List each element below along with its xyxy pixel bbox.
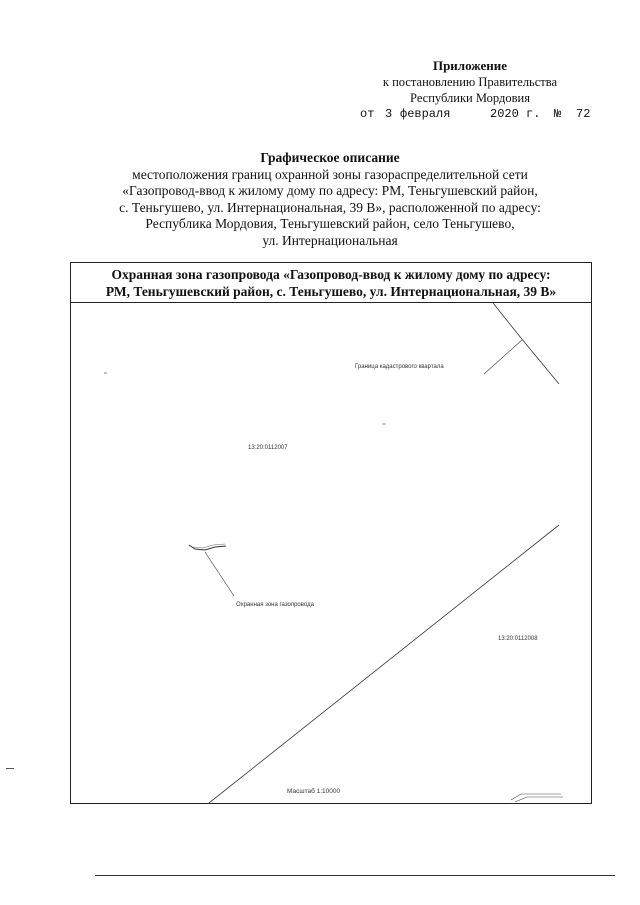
bottom-rule <box>95 875 615 876</box>
description-heading: Графическое описание <box>260 150 400 165</box>
description-line-4: Республика Мордовия, Теньгушевский район, село Теньгушево, <box>145 216 515 231</box>
appendix-title: Приложение <box>432 58 508 73</box>
zone-leader-line <box>205 552 234 596</box>
map-title-line-1: Охранная зона газопровода «Газопровод-ввод к жилому дому по адресу: <box>111 267 551 282</box>
description-line-5: ул. Интернациональная <box>262 232 398 248</box>
date-month: февраля <box>400 107 451 121</box>
map-frame <box>70 262 592 804</box>
number-value: 72 <box>576 107 591 121</box>
boundary-leader-line <box>484 340 522 374</box>
protection-zone-outline <box>189 545 226 550</box>
appendix-dateline <box>340 106 600 124</box>
bottom-right-line <box>515 797 563 802</box>
map-drawing <box>71 263 591 803</box>
map-title-line-2: РМ, Теньгушевский район, с. Теньгушево, ул. Интернациональная, 39 В» <box>105 284 557 299</box>
appendix-line-1: к постановлению Правительства <box>382 75 558 89</box>
diagonal-boundary-line <box>209 525 559 803</box>
protection-zone-inner <box>193 544 225 548</box>
scale-label: Масштаб 1:10000 <box>287 788 341 795</box>
date-day: 3 <box>385 107 393 121</box>
zone-label: Охранная зона газопровода <box>236 602 314 608</box>
margin-tick <box>6 768 14 769</box>
boundary-label: Граница кадастрового квартала <box>355 364 444 370</box>
appendix-block <box>340 58 600 124</box>
description-block <box>60 150 600 249</box>
date-year: 2020 г. <box>490 107 541 121</box>
parcel-label-2: 13:20:0112008 <box>498 636 538 642</box>
date-prefix: от <box>360 107 375 121</box>
description-line-3: с. Теньгушево, ул. Интернациональная, 39 В», расположенной по адресу: <box>119 199 541 215</box>
parcel-label-1: 13:20:0112007 <box>248 445 288 451</box>
description-line-2: «Газопровод-ввод к жилому дому по адресу: РМ, Теньгушевский район, <box>122 183 538 198</box>
description-line-1: местоположения границ охранной зоны газораспределительной сети <box>132 166 528 182</box>
cadastral-boundary-line <box>493 303 559 384</box>
number-sign: № <box>554 107 562 121</box>
appendix-line-2: Республики Мордовия <box>410 91 530 105</box>
